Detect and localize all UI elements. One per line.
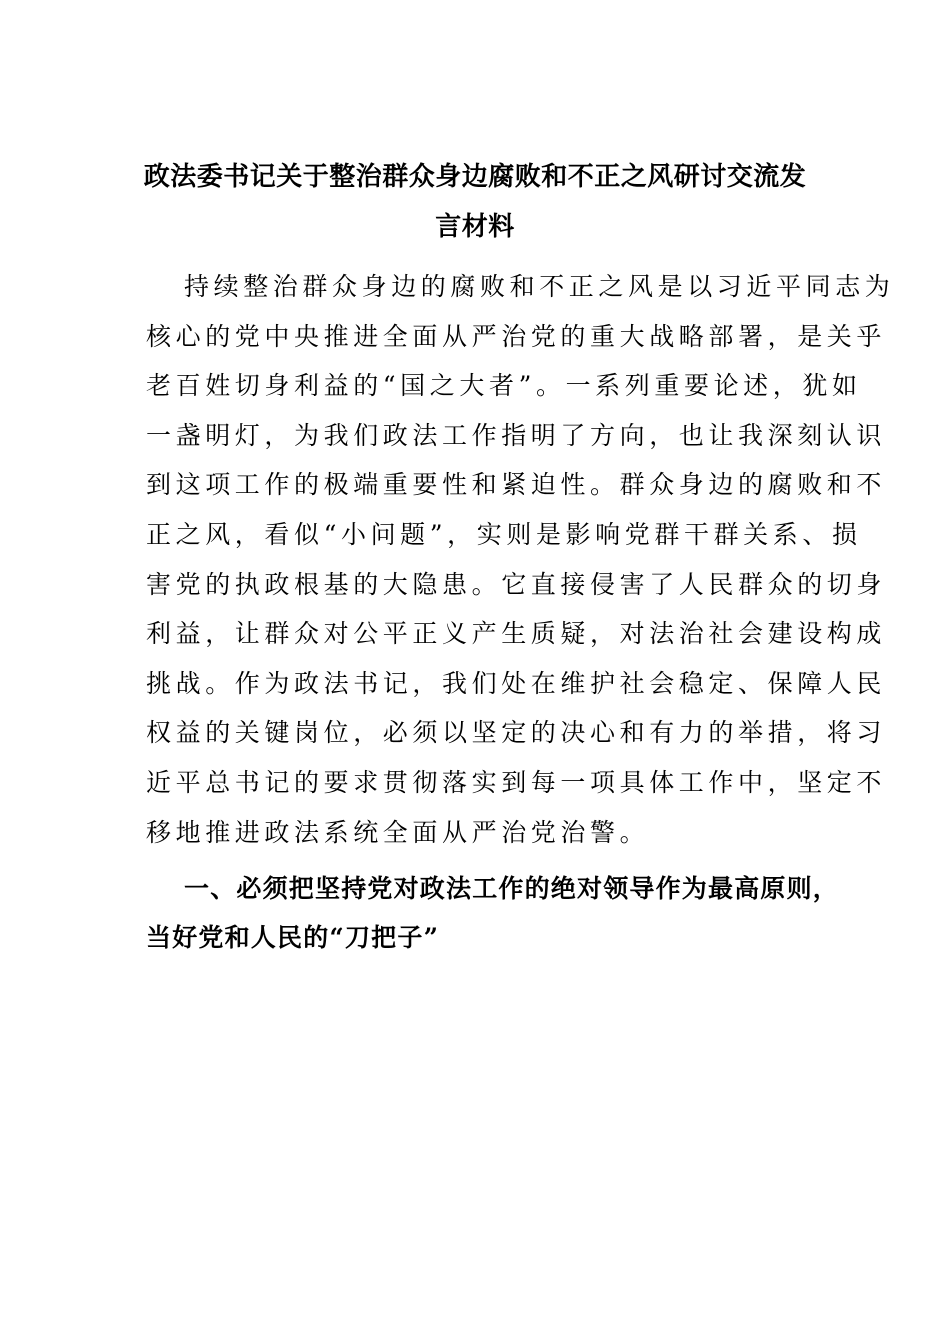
paragraph-line: 核心的党中央推进全面从严治党的重大战略部署，是关乎 bbox=[146, 321, 887, 351]
document-title-line-2: 言材料 bbox=[435, 212, 515, 242]
paragraph-line: 害党的执政根基的大隐患。它直接侵害了人民群众的切身 bbox=[146, 569, 887, 599]
document-title-line-1: 政法委书记关于整治群众身边腐败和不正之风研讨交流发 bbox=[143, 162, 807, 192]
section-heading-line-2: 当好党和人民的“刀把子” bbox=[146, 923, 440, 952]
paragraph-line: 近平总书记的要求贯彻落实到每一项具体工作中，坚定不 bbox=[146, 767, 887, 797]
paragraph-line: 一盏明灯，为我们政法工作指明了方向，也让我深刻认识 bbox=[146, 420, 887, 450]
paragraph-line: 挑战。作为政法书记，我们处在维护社会稳定、保障人民 bbox=[146, 668, 887, 698]
intro-paragraph bbox=[146, 262, 895, 857]
paragraph-line: 到这项工作的极端重要性和紧迫性。群众身边的腐败和不 bbox=[146, 470, 887, 500]
section-heading-line-1: 一、必须把坚持党对政法工作的绝对领导作为最高原则， bbox=[184, 874, 840, 903]
paragraph-line: 老百姓切身利益的“国之大者”。一系列重要论述，犹如 bbox=[146, 371, 862, 401]
paragraph-line: 权益的关键岗位，必须以坚定的决心和有力的举措，将习 bbox=[146, 718, 887, 748]
section-heading-1 bbox=[146, 864, 840, 962]
paragraph-line: 持续整治群众身边的腐败和不正之风是以习近平同志为 bbox=[184, 272, 895, 301]
paragraph-line: 移地推进政法系统全面从严治党治警。 bbox=[146, 817, 650, 847]
paragraph-line: 正之风，看似“小问题”，实则是影响党群干群关系、损 bbox=[146, 519, 862, 549]
paragraph-line: 利益，让群众对公平正义产生质疑，对法治社会建设构成 bbox=[146, 619, 887, 649]
